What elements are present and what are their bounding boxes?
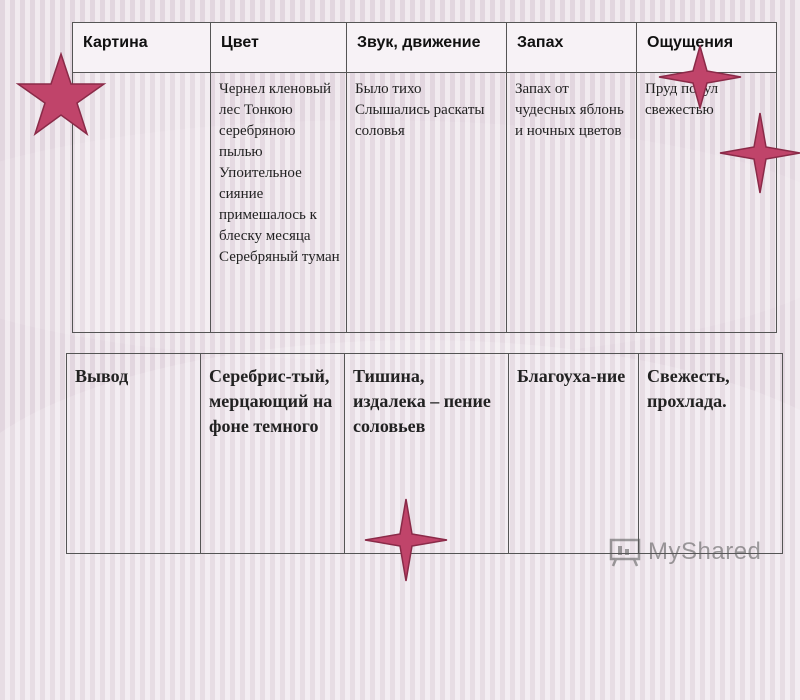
header-color: Цвет — [211, 23, 347, 73]
table-row — [73, 73, 777, 333]
header-picture: Картина — [73, 23, 211, 73]
conclusion-smell: Благоуха-ние — [509, 354, 639, 554]
cell-sensations: Пруд подул свежестью — [637, 73, 777, 333]
cell-sound: Было тихо Слышались раскаты соловья — [347, 73, 507, 333]
sparkle-icon — [658, 45, 742, 109]
cell-color: Чернел кленовый лес Тонкою серебряною пылью Упоительное сияние примешалось к блеску месяца Серебряный туман — [211, 73, 347, 333]
conclusion-sound: Тишина, издалека – пение соловьев — [345, 354, 509, 554]
sparkle-icon — [719, 112, 800, 194]
conclusion-sensations: Свежесть, прохлада. — [639, 354, 783, 554]
conclusion-label: Вывод — [67, 354, 201, 554]
star-icon — [14, 52, 108, 136]
watermark-text: MyShared — [648, 538, 762, 565]
presentation-board-icon — [608, 537, 644, 567]
header-sensations: Ощущения — [637, 23, 777, 73]
header-sound-movement: Звук, движение — [347, 23, 507, 73]
sparkle-icon — [364, 498, 448, 582]
cell-smell: Запах от чудесных яблонь и ночных цветов — [507, 73, 637, 333]
conclusion-color: Серебрис-тый, мерцающий на фоне темного — [201, 354, 345, 554]
header-smell: Запах — [507, 23, 637, 73]
watermark-logo — [608, 537, 761, 567]
